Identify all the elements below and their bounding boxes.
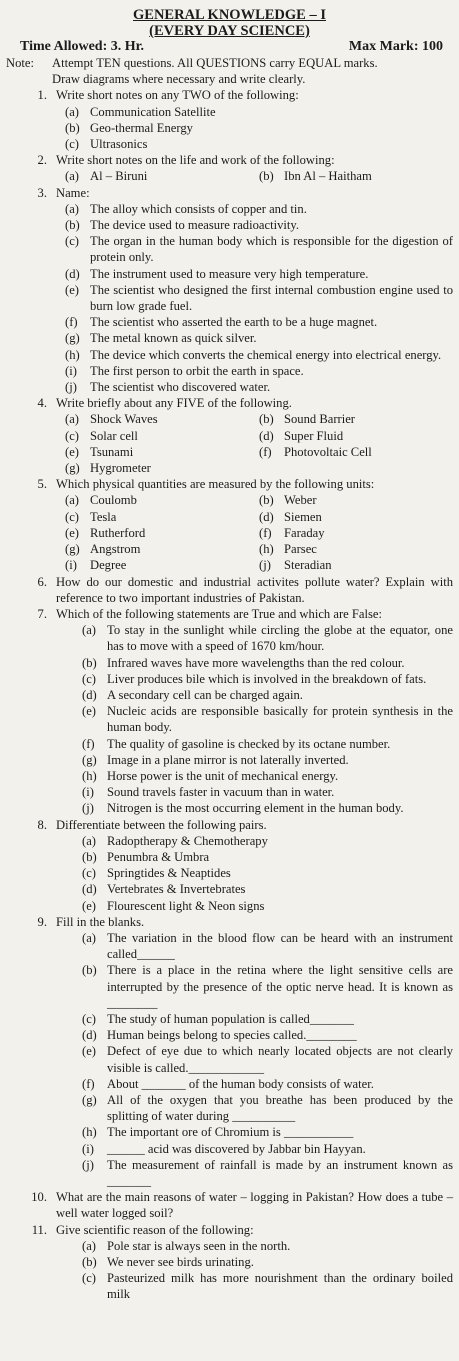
item-text: Communication Satellite — [90, 104, 216, 119]
instructions-note — [6, 55, 453, 87]
list-item — [65, 428, 259, 444]
list-item — [65, 411, 259, 427]
item-text: The study of human population is called_______ — [107, 1011, 354, 1026]
item-text: Tsunami — [90, 444, 134, 459]
question-number: 10. — [31, 1190, 47, 1205]
item-text: Degree — [90, 558, 127, 573]
item-text: The metal known as quick silver. — [90, 331, 257, 346]
item-text: The variation in the blood flow can be heard with an instrument called______ — [107, 930, 453, 962]
question-number: 8. — [37, 817, 47, 832]
item-letter: (e) — [82, 898, 96, 913]
item-letter: (c) — [65, 428, 79, 443]
list-item — [82, 1141, 453, 1157]
item-text: Solar cell — [90, 428, 138, 443]
list-item — [259, 509, 453, 525]
question — [6, 152, 453, 168]
list-item — [65, 266, 453, 282]
item-text: Siemen — [284, 509, 322, 524]
item-text: Vertebrates & Invertebrates — [107, 882, 246, 897]
question — [6, 476, 453, 492]
item-text: The instrument used to measure very high temperature. — [90, 266, 369, 281]
item-letter: (e) — [65, 444, 79, 459]
item-letter: (b) — [82, 655, 97, 670]
item-letter: (g) — [65, 542, 80, 557]
question-number: 6. — [37, 574, 47, 589]
item-text: The important ore of Chromium is ___________ — [107, 1125, 354, 1140]
item-letter: (f) — [82, 1076, 95, 1091]
item-text: Hygrometer — [90, 461, 151, 476]
question — [6, 1222, 453, 1238]
item-letter: (c) — [82, 1011, 96, 1026]
question-items — [6, 104, 453, 153]
question-text: Differentiate between the following pairs. — [56, 817, 267, 832]
item-letter: (h) — [82, 1125, 97, 1140]
item-letter: (j) — [82, 1157, 94, 1172]
item-text: Geo-thermal Energy — [90, 120, 193, 135]
list-item — [65, 460, 259, 476]
item-text: Al – Biruni — [90, 169, 148, 184]
item-letter: (a) — [65, 104, 79, 119]
item-text: ______ acid was discovered by Jabbar bin Hayyan. — [107, 1141, 366, 1156]
item-text: Pasteurized milk has more nourishment than the ordinary boiled milk — [107, 1271, 453, 1302]
question-text: Give scientific reason of the following: — [56, 1222, 254, 1237]
question-items — [6, 833, 453, 914]
item-letter: (b) — [259, 169, 274, 184]
list-item — [65, 541, 259, 557]
item-text: Flourescent light & Neon signs — [107, 898, 265, 913]
list-item — [82, 784, 453, 800]
paper-meta — [6, 39, 453, 55]
item-letter: (f) — [82, 736, 95, 751]
list-item — [82, 1270, 453, 1302]
item-text: Springtides & Neaptides — [107, 866, 231, 881]
item-letter: (b) — [259, 493, 274, 508]
list-item — [65, 136, 453, 152]
item-text: The scientist who discovered water. — [90, 380, 271, 395]
list-item — [259, 168, 453, 184]
paper-title: GENERAL KNOWLEDGE – I — [133, 7, 326, 23]
item-letter: (b) — [65, 218, 80, 233]
item-letter: (a) — [65, 201, 79, 216]
item-letter: (j) — [82, 801, 94, 816]
item-text: Angstrom — [90, 542, 141, 557]
question-number: 3. — [37, 185, 47, 200]
item-text: Steradian — [284, 558, 332, 573]
list-item — [82, 768, 453, 784]
list-item — [65, 314, 453, 330]
list-item — [82, 849, 453, 865]
item-text: Tesla — [90, 509, 117, 524]
item-letter: (c) — [82, 671, 96, 686]
list-item — [82, 1238, 453, 1254]
question-items — [6, 168, 453, 184]
list-item — [82, 1124, 453, 1140]
list-item — [65, 525, 259, 541]
item-text: Horse power is the unit of mechanical energy. — [107, 768, 339, 783]
item-letter: (f) — [259, 444, 272, 459]
item-letter: (e) — [65, 282, 79, 297]
item-letter: (c) — [65, 509, 79, 524]
list-item — [259, 428, 453, 444]
list-item — [82, 930, 453, 962]
item-letter: (j) — [65, 380, 77, 395]
list-item — [65, 120, 453, 136]
item-text: The organ in the human body which is responsible for the digestion of protein only. — [90, 234, 453, 265]
item-text: To stay in the sunlight while circling the globe at the equator, one has to move with a speed of 1670 km/hour. — [107, 623, 453, 654]
list-item — [65, 201, 453, 217]
list-item — [65, 444, 259, 460]
list-item — [82, 687, 453, 703]
question-items — [6, 622, 453, 816]
question-items — [6, 492, 453, 573]
item-letter: (h) — [82, 768, 97, 783]
list-item — [82, 1011, 453, 1027]
question — [6, 817, 453, 833]
item-letter: (d) — [259, 509, 274, 524]
item-text: The quality of gasoline is checked by its octane number. — [107, 736, 391, 751]
list-item — [82, 865, 453, 881]
item-text: Sound travels faster in vacuum than in water. — [107, 785, 335, 800]
item-letter: (i) — [82, 785, 94, 800]
item-letter: (d) — [82, 1028, 97, 1043]
question-items — [6, 411, 453, 476]
list-item — [82, 800, 453, 816]
item-letter: (b) — [259, 412, 274, 427]
question-text: Which of the following statements are True and which are False: — [56, 606, 382, 621]
paper-subtitle: (EVERY DAY SCIENCE) — [149, 23, 310, 39]
item-letter: (e) — [82, 1044, 96, 1059]
item-letter: (b) — [82, 849, 97, 864]
item-text: A secondary cell can be charged again. — [107, 687, 303, 702]
item-text: Nucleic acids are responsible basically for protein synthesis in the human body. — [107, 704, 453, 735]
item-letter: (d) — [82, 882, 97, 897]
item-text: Coulomb — [90, 493, 137, 508]
item-letter: (b) — [65, 120, 80, 135]
item-text: All of the oxygen that you breathe has been produced by the splitting of water during __________ — [107, 1093, 453, 1124]
question-text: What are the main reasons of water – logging in Pakistan? How does a tube – well water logged soil? — [56, 1190, 453, 1221]
list-item — [82, 622, 453, 654]
item-text: Parsec — [284, 542, 317, 557]
list-item — [259, 444, 453, 460]
question — [6, 185, 453, 201]
item-text: Penumbra & Umbra — [107, 849, 210, 864]
list-item — [259, 557, 453, 573]
list-item — [65, 104, 453, 120]
item-letter: (f) — [259, 525, 272, 540]
item-text: Image in a plane mirror is not laterally inverted. — [107, 752, 349, 767]
item-letter: (g) — [82, 752, 97, 767]
item-letter: (d) — [65, 266, 80, 281]
item-letter: (i) — [65, 363, 77, 378]
list-item — [65, 233, 453, 265]
question — [6, 606, 453, 622]
item-text: Super Fluid — [284, 428, 344, 443]
item-text: The scientist who asserted the earth to be a huge magnet. — [90, 315, 378, 330]
question-number: 4. — [37, 396, 47, 411]
item-letter: (f) — [65, 315, 78, 330]
item-text: The first person to orbit the earth in space. — [90, 363, 304, 378]
item-letter: (a) — [65, 493, 79, 508]
item-text: Ibn Al – Haitham — [284, 169, 372, 184]
question-text: Write short notes on the life and work of the following: — [56, 153, 335, 168]
list-item — [82, 1157, 453, 1189]
item-text: The device used to measure radioactivity. — [90, 218, 299, 233]
item-letter: (e) — [65, 525, 79, 540]
item-text: Pole star is always seen in the north. — [107, 1238, 291, 1253]
item-text: Faraday — [284, 525, 325, 540]
list-item — [259, 525, 453, 541]
question-text: How do our domestic and industrial activites pollute water? Explain with reference to two important industries of Pakistan. — [56, 574, 453, 605]
note-label: Note: — [6, 56, 34, 70]
question-items — [6, 201, 453, 395]
item-letter: (b) — [82, 1255, 97, 1270]
list-item — [82, 671, 453, 687]
item-letter: (e) — [82, 704, 96, 719]
item-text: Ultrasonics — [90, 137, 148, 152]
item-letter: (b) — [82, 963, 97, 978]
question — [6, 1189, 453, 1221]
list-item — [65, 509, 259, 525]
item-text: The measurement of rainfall is made by an instrument known as _______ — [107, 1157, 453, 1189]
list-item — [82, 833, 453, 849]
item-letter: (c) — [82, 866, 96, 881]
item-letter: (a) — [82, 833, 96, 848]
item-letter: (c) — [65, 137, 79, 152]
item-letter: (a) — [65, 412, 79, 427]
list-item — [82, 962, 453, 1011]
item-text: Shock Waves — [90, 412, 158, 427]
note-line-2: Draw diagrams where necessary and write clearly. — [52, 72, 306, 87]
item-text: The alloy which consists of copper and tin. — [90, 201, 307, 216]
list-item — [65, 363, 453, 379]
question — [6, 395, 453, 411]
list-item — [65, 168, 259, 184]
item-text: Defect of eye due to which nearly located objects are not clearly visible is called.____________ — [107, 1044, 453, 1075]
item-letter: (c) — [82, 1271, 96, 1286]
list-item — [65, 347, 453, 363]
list-item — [65, 217, 453, 233]
question-number: 9. — [37, 914, 47, 929]
item-text: We never see birds urinating. — [107, 1255, 254, 1270]
item-text: Rutherford — [90, 525, 146, 540]
list-item — [82, 1254, 453, 1270]
questions-list — [6, 87, 453, 1302]
list-item — [259, 411, 453, 427]
item-text: Radoptherapy & Chemotherapy — [107, 833, 268, 848]
question-items — [6, 930, 453, 1189]
list-item — [82, 1027, 453, 1043]
list-item — [82, 1092, 453, 1124]
item-text: About _______ of the human body consists of water. — [107, 1076, 374, 1091]
list-item — [82, 655, 453, 671]
list-item — [259, 541, 453, 557]
item-letter: (a) — [82, 1238, 96, 1253]
question-number: 2. — [37, 153, 47, 168]
item-letter: (a) — [82, 930, 96, 945]
question — [6, 914, 453, 930]
item-text: Weber — [284, 493, 317, 508]
item-letter: (g) — [65, 331, 80, 346]
question-text: Name: — [56, 185, 90, 200]
list-item — [65, 492, 259, 508]
item-letter: (d) — [82, 687, 97, 702]
list-item — [82, 736, 453, 752]
list-item — [82, 1043, 453, 1075]
item-letter: (i) — [65, 558, 77, 573]
item-text: There is a place in the retina where the light sensitive cells are interrupted by the presence of the optic nerve head. It is known as ________ — [107, 963, 453, 1010]
item-letter: (a) — [65, 169, 79, 184]
question-text: Fill in the blanks. — [56, 914, 145, 929]
item-text: Liver produces bile which is involved in the breakdown of fats. — [107, 671, 427, 686]
list-item — [65, 379, 453, 395]
question-number: 1. — [37, 88, 47, 103]
list-item — [259, 492, 453, 508]
question — [6, 574, 453, 606]
list-item — [65, 330, 453, 346]
item-letter: (c) — [65, 234, 79, 249]
item-letter: (j) — [259, 558, 271, 573]
item-text: Sound Barrier — [284, 412, 355, 427]
list-item — [82, 703, 453, 735]
item-text: The device which converts the chemical energy into electrical energy. — [90, 347, 442, 362]
list-item — [82, 752, 453, 768]
question-text: Write short notes on any TWO of the following: — [56, 88, 299, 103]
list-item — [82, 1076, 453, 1092]
item-letter: (h) — [65, 347, 80, 362]
item-letter: (d) — [259, 428, 274, 443]
question-text: Which physical quantities are measured by the following units: — [56, 477, 375, 492]
item-text: The scientist who designed the first internal combustion engine used to burn low grade fuel. — [90, 282, 453, 314]
item-text: Human beings belong to species called.________ — [107, 1028, 357, 1043]
list-item — [65, 282, 453, 314]
item-text: Photovoltaic Cell — [284, 444, 372, 459]
item-text: Nitrogen is the most occurring element in the human body. — [107, 801, 404, 816]
time-allowed: Time Allowed: 3. Hr. — [20, 39, 145, 54]
note-line-1: Attempt TEN questions. All QUESTIONS carry EQUAL marks. — [52, 56, 378, 70]
item-letter: (i) — [82, 1141, 94, 1156]
question-number: 7. — [37, 606, 47, 621]
question-number: 5. — [37, 477, 47, 492]
item-letter: (g) — [65, 461, 80, 476]
item-letter: (h) — [259, 542, 274, 557]
question-items — [6, 1238, 453, 1303]
item-letter: (a) — [82, 623, 96, 638]
item-text: Infrared waves have more wavelengths than the red colour. — [107, 655, 405, 670]
question-number: 11. — [31, 1222, 47, 1237]
question — [6, 87, 453, 103]
list-item — [65, 557, 259, 573]
list-item — [82, 898, 453, 914]
max-marks: Max Mark: 100 — [348, 39, 443, 54]
list-item — [82, 881, 453, 897]
item-letter: (g) — [82, 1093, 97, 1107]
question-text: Write briefly about any FIVE of the following. — [56, 396, 292, 411]
